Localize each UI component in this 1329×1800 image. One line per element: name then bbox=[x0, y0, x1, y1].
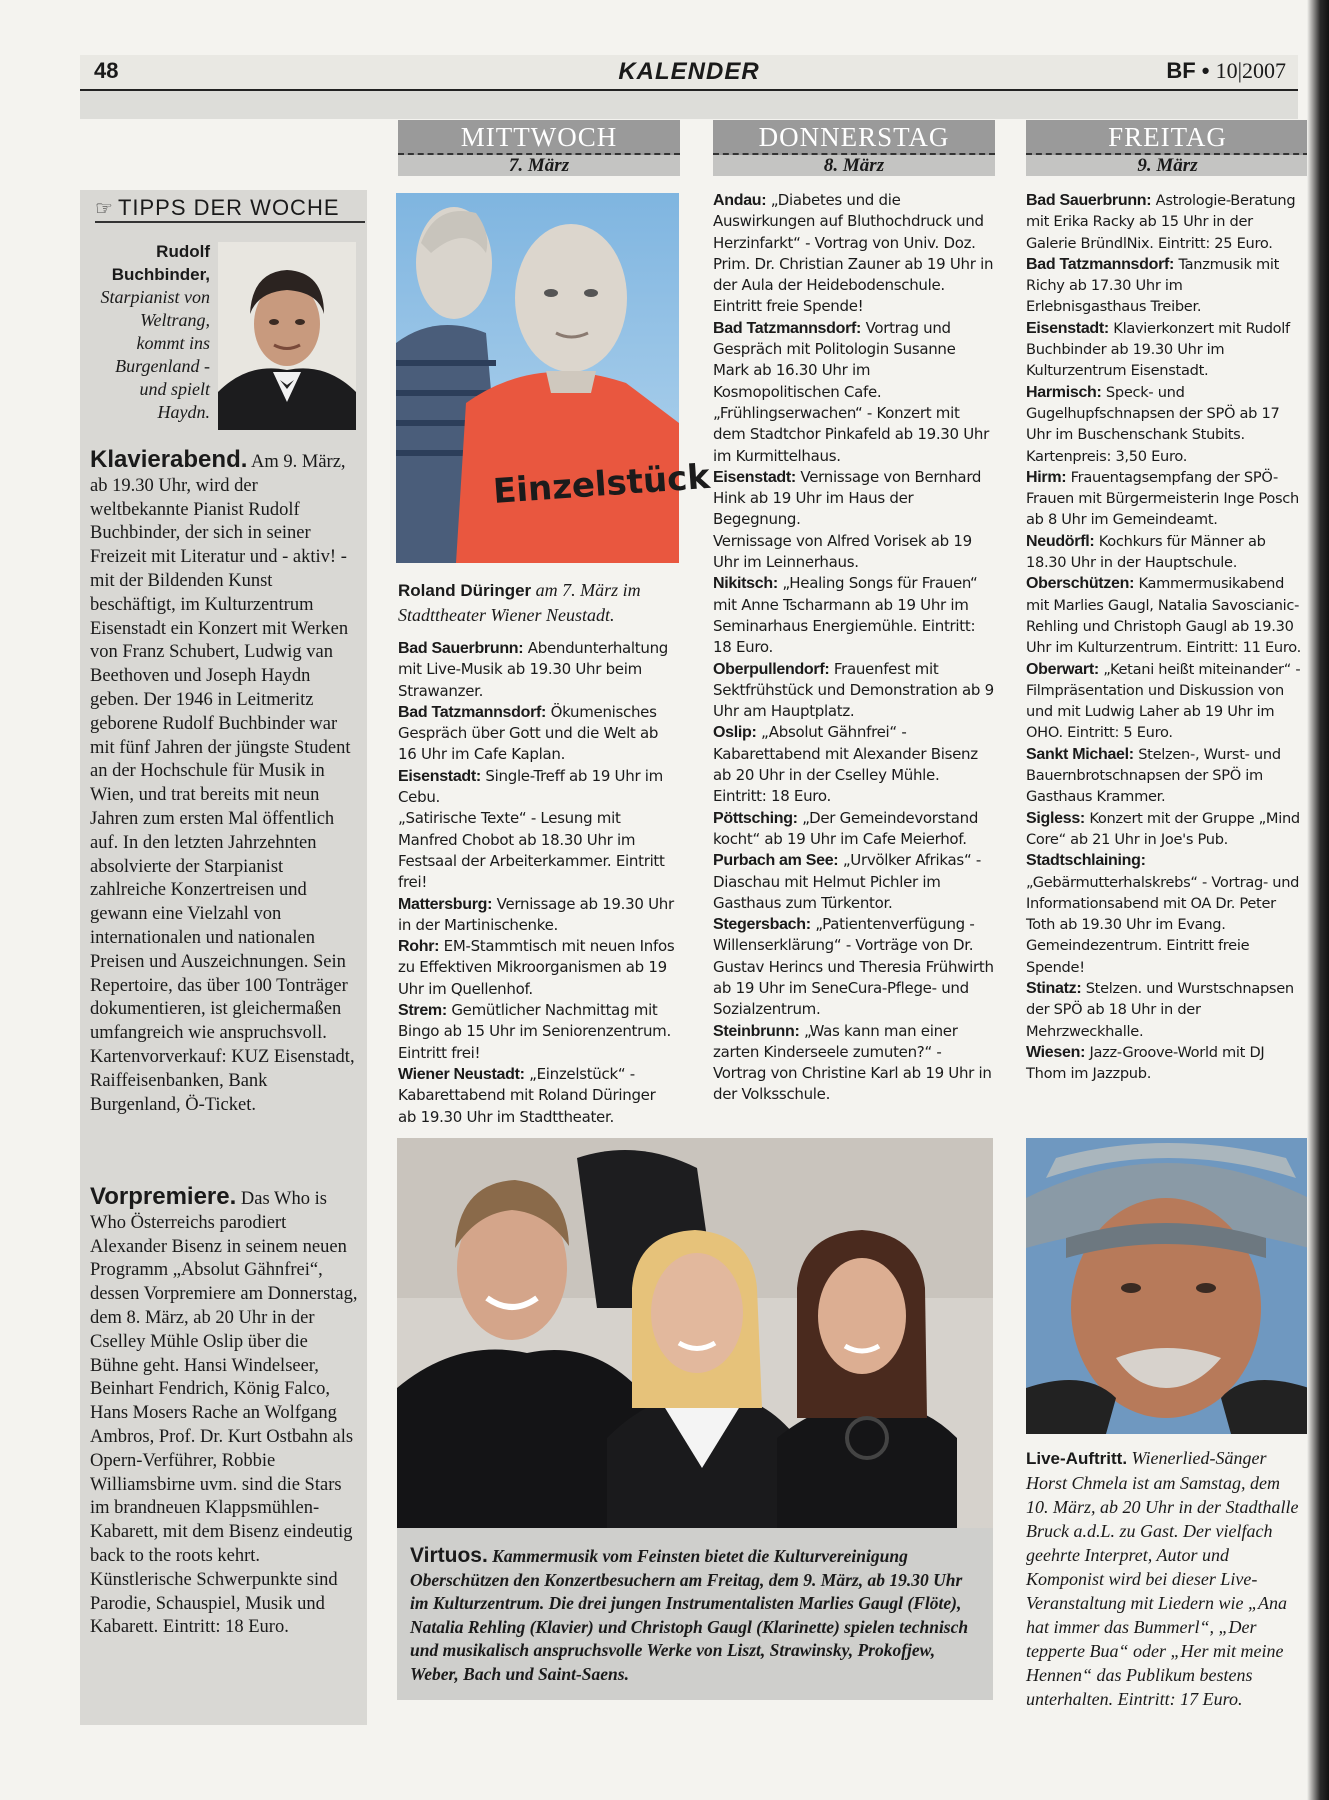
event-place: Stadtschlaining: bbox=[1026, 852, 1146, 870]
event-text: „Gebärmutterhalskrebs“ - Vortrag- und Informationsabend mit OA Dr. Peter Toth ab 19.30 Uhr im Evang. Gemeindezentrum. Eintritt freie Spende! bbox=[1026, 873, 1300, 976]
day-date: 8. März bbox=[713, 155, 995, 176]
event-place: Sankt Michael: bbox=[1026, 745, 1134, 763]
event-text: Vortrag und Gespräch mit Politologin Susanne Mark ab 16.30 Uhr im Kosmopolitischen Cafe. bbox=[713, 318, 956, 401]
event-text: Gemütlicher Nachmittag mit Bingo ab 15 Uhr im Seniorenzentrum. Eintritt frei! bbox=[398, 1001, 671, 1062]
event-item bbox=[713, 531, 995, 574]
event-item bbox=[713, 722, 995, 807]
page-edge-shadow bbox=[1307, 0, 1329, 1800]
event-item bbox=[398, 1064, 676, 1128]
caption-text: Wienerlied-Sänger Horst Chmela ist am Samstag, dem 10. März, ab 20 Uhr in der Stadthalle Bruck a.d.L. zu Gast. Der vielfach geehrte Interpret, Autor und Komponist wird bei dieser Live-Veranstaltung mit Liedern wie „Ana hat immer das Bummerl“, „Der tepperte Bua“ oder „Her mit meine Hennen“ das Publikum bestens unterhalten. Eintritt: 17 Euro. bbox=[1026, 1448, 1299, 1709]
buchbinder-teaser bbox=[92, 240, 210, 424]
event-text: Stelzen-, Wurst- und Bauernbrotschnapsen der SPÖ im Gasthaus Krammer. bbox=[1026, 745, 1281, 806]
section-title: KALENDER bbox=[618, 58, 760, 85]
event-place: Oberpullendorf: bbox=[713, 660, 830, 678]
event-item bbox=[713, 808, 995, 851]
event-item bbox=[1026, 659, 1304, 744]
event-text: Vernissage ab 19.30 Uhr in der Martinischenke. bbox=[398, 894, 674, 934]
event-item bbox=[1026, 531, 1304, 574]
event-text: „Urvölker Afrikas“ - Diaschau mit Helmut Pichler im Gasthaus zum Türkentor. bbox=[713, 851, 981, 912]
day-date: 7. März bbox=[398, 155, 680, 176]
event-item bbox=[1026, 744, 1304, 808]
event-item bbox=[398, 638, 676, 702]
event-item bbox=[713, 467, 995, 531]
event-item bbox=[1026, 573, 1304, 658]
day-date: 9. März bbox=[1026, 155, 1309, 176]
event-text: „Was kann man einer zarten Kinderseele zumuten?“ - Vortrag von Christine Karl ab 19 Uhr in der Volksschule. bbox=[713, 1021, 992, 1104]
event-place: Hirm: bbox=[1026, 468, 1067, 486]
event-place: Eisenstadt: bbox=[1026, 319, 1109, 337]
event-text: „Frühlingserwachen“ - Konzert mit dem Stadtchor Pinkafeld ab 19.30 Uhr im Kurmittelhaus. bbox=[713, 403, 990, 465]
event-text: Kochkurs für Männer ab 18.30 Uhr in der Hauptschule. bbox=[1026, 532, 1266, 572]
event-place: Andau: bbox=[713, 192, 767, 209]
buchbinder-photo bbox=[218, 242, 356, 430]
event-item bbox=[713, 190, 995, 318]
event-text: Astrologie-Beratung mit Erika Racky ab 15 Uhr in der Galerie BründlNix. Eintritt: 25 Euro. bbox=[1026, 192, 1296, 252]
event-item bbox=[713, 1021, 995, 1106]
event-place: Strem: bbox=[398, 1002, 447, 1020]
event-text: Speck- und Gugelhupfschnapsen der SPÖ ab 17 Uhr im Buschenschank Stubits. Kartenpreis: 3,50 Euro. bbox=[1026, 383, 1280, 465]
event-text: Konzert mit der Gruppe „Mind Core“ ab 21 Uhr in Joe's Pub. bbox=[1026, 809, 1300, 848]
event-text: Jazz-Groove-World mit DJ Thom im Jazzpub. bbox=[1026, 1043, 1265, 1083]
article-headline: Klavierabend. bbox=[90, 446, 248, 473]
event-text: Single-Treff ab 19 Uhr im Cebu. bbox=[398, 766, 663, 807]
events-freitag bbox=[1026, 190, 1304, 1084]
duringer-photo bbox=[396, 193, 712, 563]
event-text: Stelzen. und Wurstschnapsen der SPÖ ab 18 Uhr in der Mehrzweckhalle. bbox=[1026, 979, 1294, 1040]
event-text: „Diabetes und die Auswirkungen auf Bluthochdruck und Herzinfarkt“ - Vortrag von Univ. Doz. Prim. Dr. Christian Zauner ab 19 Uhr in der Aula der Heidebodenschule. Eintritt freie Spende! bbox=[713, 191, 994, 316]
event-item bbox=[1026, 190, 1304, 254]
event-item bbox=[713, 659, 995, 723]
caption-text: am 7. März im Stadttheater Wiener Neustadt. bbox=[398, 580, 641, 625]
event-item bbox=[1026, 808, 1304, 851]
event-text: „Ketani heißt miteinander“ - Filmpräsentation und Diskussion von und mit Ludwig Laher ab 19 Uhr im OHO. Eintritt: 5 Euro. bbox=[1026, 660, 1301, 742]
event-place: Bad Tatzmannsdorf: bbox=[1026, 255, 1175, 273]
caption-text: Kammermusik vom Feinsten bietet die Kulturvereinigung Oberschützen den Konzertbesuchern am Freitag, dem 9. März, ab 19.30 Uhr im Kulturzentrum. Die drei jungen Instrumentalisten Marlies Gaugl (Flöte), Natalia Rehling (Klavier) und Christoph Gaugl (Klarinette) spielen technisch und musikalisch anspruchsvolle Werke von Liszt, Strawinsky, Prokofjew, Weber, Bach und Saint-Saens. bbox=[410, 1546, 969, 1684]
tipps-heading bbox=[95, 195, 365, 223]
day-name: FREITAG bbox=[1108, 122, 1227, 152]
event-place: Bad Sauerbrunn: bbox=[398, 640, 524, 657]
issue-number: 10|2007 bbox=[1215, 58, 1286, 83]
article-vorpremiere bbox=[90, 1185, 358, 1640]
event-item bbox=[398, 766, 676, 809]
events-donnerstag bbox=[713, 190, 995, 1106]
event-text: Abendunterhaltung mit Live-Musik ab 19.30 Uhr beim Strawanzer. bbox=[398, 639, 669, 700]
day-header-donnerstag bbox=[713, 120, 995, 176]
event-place: Harmisch: bbox=[1026, 383, 1102, 401]
event-place: Bad Tatzmannsdorf: bbox=[398, 703, 547, 721]
event-place: Mattersburg: bbox=[398, 895, 493, 913]
events-mittwoch bbox=[398, 638, 676, 1128]
event-item bbox=[1026, 978, 1304, 1042]
event-item bbox=[713, 403, 995, 467]
event-place: Pöttsching: bbox=[713, 809, 798, 827]
event-text: „Absolut Gähnfrei“ - Kabarettabend mit Alexander Bisenz ab 20 Uhr in der Cselley Mühle. Eintritt: 18 Euro. bbox=[713, 723, 978, 806]
event-text: Ökumenisches Gespräch über Gott und die Welt ab 16 Uhr im Cafe Kaplan. bbox=[398, 702, 659, 764]
event-text: Kammermusikabend mit Marlies Gaugl, Natalia Savoscianic-Rehling und Christoph Gaugl ab 19.30 Uhr im Kulturzentrum. Eintritt: 11 Euro. bbox=[1026, 575, 1301, 657]
event-item bbox=[713, 318, 995, 403]
article-body: Das Who is Who Österreichs parodiert Alexander Bisenz in seinem neuen Programm „Absolut Gähnfrei“, dessen Vorpremiere am Donnerstag, dem 8. März, ab 20 Uhr in der Cselley Mühle Oslip über die Bühne geht. Hansi Windelseer, Beinhart Fendrich, König Falco, Hans Mosers Rache an Wolfgang Ambros, Prof. Dr. Kurt Ostbahn als Opern-Verführer, Robbie Williamsbirne uvm. sind die Stars im brandneuen Klappsmühlen-Kabarett, mit dem Bisenz eindeutig back to the roots kehrt. Künstlerische Schwerpunkte sind Parodie, Schauspiel, Musik und Kabarett. Eintritt: 18 Euro. bbox=[90, 1189, 358, 1638]
event-text: Frauentagsempfang der SPÖ-Frauen mit Bürgermeisterin Inge Posch ab 8 Uhr im Gemeindeamt. bbox=[1026, 468, 1299, 529]
event-text: „Satirische Texte“ - Lesung mit Manfred Chobot ab 18.30 Uhr im Festsaal der Arbeiterkammer. Eintritt frei! bbox=[398, 809, 665, 892]
event-place: Steinbrunn: bbox=[713, 1022, 800, 1040]
event-text: EM-Stammtisch mit neuen Infos zu Effektiven Mikroorganismen ab 19 Uhr im Quellenhof. bbox=[398, 937, 675, 998]
event-place: Wiesen: bbox=[1026, 1043, 1086, 1061]
event-item bbox=[1026, 382, 1304, 467]
event-place: Bad Tatzmannsdorf: bbox=[713, 319, 862, 337]
event-place: Stinatz: bbox=[1026, 979, 1082, 997]
trio-caption bbox=[397, 1528, 993, 1700]
event-item bbox=[713, 850, 995, 914]
event-place: Nikitsch: bbox=[713, 575, 778, 593]
issue-info bbox=[1166, 58, 1286, 84]
event-item bbox=[713, 914, 995, 1020]
event-item bbox=[398, 936, 676, 1000]
chmela-photo bbox=[1026, 1138, 1309, 1434]
event-text: Frauenfest mit Sektfrühstück und Demonstration ab 9 Uhr am Hauptplatz. bbox=[713, 659, 994, 721]
teaser-text: Starpianist von Weltrang, kommt ins Burgenland - und spielt Haydn. bbox=[100, 287, 210, 422]
event-item bbox=[398, 894, 676, 937]
bullet: • bbox=[1201, 58, 1210, 83]
event-place: Stegersbach: bbox=[713, 916, 811, 934]
event-place: Bad Sauerbrunn: bbox=[1026, 192, 1152, 209]
duringer-caption bbox=[398, 578, 680, 627]
event-place: Eisenstadt: bbox=[398, 767, 481, 785]
publication-name: BF bbox=[1166, 58, 1196, 83]
event-place: Neudörfl: bbox=[1026, 532, 1095, 550]
page-number: 48 bbox=[94, 58, 119, 83]
caption-head: Virtuos. bbox=[410, 1544, 488, 1567]
event-item bbox=[1026, 467, 1304, 531]
event-item bbox=[1026, 1042, 1304, 1085]
event-item bbox=[713, 573, 995, 658]
trio-photo bbox=[397, 1138, 993, 1528]
event-text: Vernissage von Bernhard Hink ab 19 Uhr im Haus der Begegnung. bbox=[713, 467, 982, 529]
event-place: Purbach am See: bbox=[713, 852, 839, 870]
article-body: Am 9. März, ab 19.30 Uhr, wird der weltbekannte Pianist Rudolf Buchbinder, der sich in seiner Freizeit mit Literatur und - aktiv! - mit der Bildenden Kunst beschäftigt, im Kulturzentrum Eisenstadt ein Konzert mit Werken von Franz Schubert, Ludwig van Beethoven und Joseph Haydn geben. Der 1946 in Leitmeritz geborene Rudolf Buchbinder war mit fünf Jahren der jüngste Student an der Hochschule für Musik in Wien, und trat bereits mit neun Jahren zum ersten Mal öffentlich auf. In den letzten Jahrzehnten absolvierte der Starpianist zahlreiche Konzertreisen und gewann eine Vielzahl von internationalen und nationalen Preisen und Auszeichnungen. Sein Repertoire, das über 100 Tonträger dokumentieren, ist gleichermaßen umfangreich wie anspruchsvoll. Kartenvorverkauf: KUZ Eisenstadt, Raiffeisenbanken, Bank Burgenland, Ö-Ticket. bbox=[90, 452, 355, 1115]
article-headline: Vorpremiere. bbox=[90, 1183, 237, 1210]
event-place: Eisenstadt: bbox=[713, 468, 796, 486]
event-place: Oslip: bbox=[713, 724, 757, 742]
event-item bbox=[398, 808, 676, 893]
event-text: Vernissage von Alfred Vorisek ab 19 Uhr im Leinnerhaus. bbox=[713, 531, 972, 572]
event-place: Wiener Neustadt: bbox=[398, 1065, 525, 1083]
event-text: „Patientenverfügung - Willenserklärung“ - Vorträge von Dr. Gustav Herincs und Theresia Frühwirth ab 19 Uhr im SeneCura-Pflege- und Sozialzentrum. bbox=[713, 915, 994, 1019]
event-item bbox=[1026, 850, 1304, 978]
event-text: „Einzelstück“ - Kabarettabend mit Roland Düringer ab 19.30 Uhr im Stadttheater. bbox=[398, 1064, 656, 1126]
event-text: Tanzmusik mit Richy ab 17.30 Uhr im Erlebnisgasthaus Treiber. bbox=[1026, 255, 1280, 316]
tipps-title: TIPPS DER WOCHE bbox=[117, 195, 340, 220]
header-band bbox=[80, 91, 1298, 119]
page-header bbox=[80, 55, 1298, 91]
event-item bbox=[398, 702, 676, 766]
teaser-name: Rudolf Buchbinder, bbox=[111, 242, 210, 284]
event-text: „Healing Songs für Frauen“ mit Anne Tscharmann ab 19 Uhr im Seminarhaus Energiemühle. Eintritt: 18 Euro. bbox=[713, 574, 978, 657]
day-name: MITTWOCH bbox=[460, 122, 618, 152]
event-text: „Der Gemeindevorstand kocht“ ab 19 Uhr im Cafe Meierhof. bbox=[713, 808, 979, 848]
event-place: Sigless: bbox=[1026, 809, 1085, 827]
caption-text-block bbox=[410, 1544, 979, 1686]
day-header-mittwoch bbox=[398, 120, 680, 176]
event-place: Rohr: bbox=[398, 938, 440, 956]
event-place: Oberschützen: bbox=[1026, 575, 1135, 593]
event-place: Oberwart: bbox=[1026, 660, 1099, 678]
shirt-text: Einzelstück bbox=[491, 456, 712, 512]
article-klavierabend bbox=[90, 448, 358, 1117]
caption-head: Live-Auftritt. bbox=[1026, 1449, 1128, 1468]
event-item bbox=[1026, 254, 1304, 318]
event-item bbox=[1026, 318, 1304, 382]
chmela-caption bbox=[1026, 1446, 1306, 1711]
event-item bbox=[398, 1000, 676, 1064]
pointing-hand-icon: ☞ bbox=[95, 198, 114, 220]
day-name: DONNERSTAG bbox=[758, 122, 950, 152]
caption-name: Roland Düringer bbox=[398, 581, 532, 600]
day-header-freitag bbox=[1026, 120, 1309, 176]
event-text: Klavierkonzert mit Rudolf Buchbinder ab 19.30 Uhr im Kulturzentrum Eisenstadt. bbox=[1026, 319, 1290, 380]
